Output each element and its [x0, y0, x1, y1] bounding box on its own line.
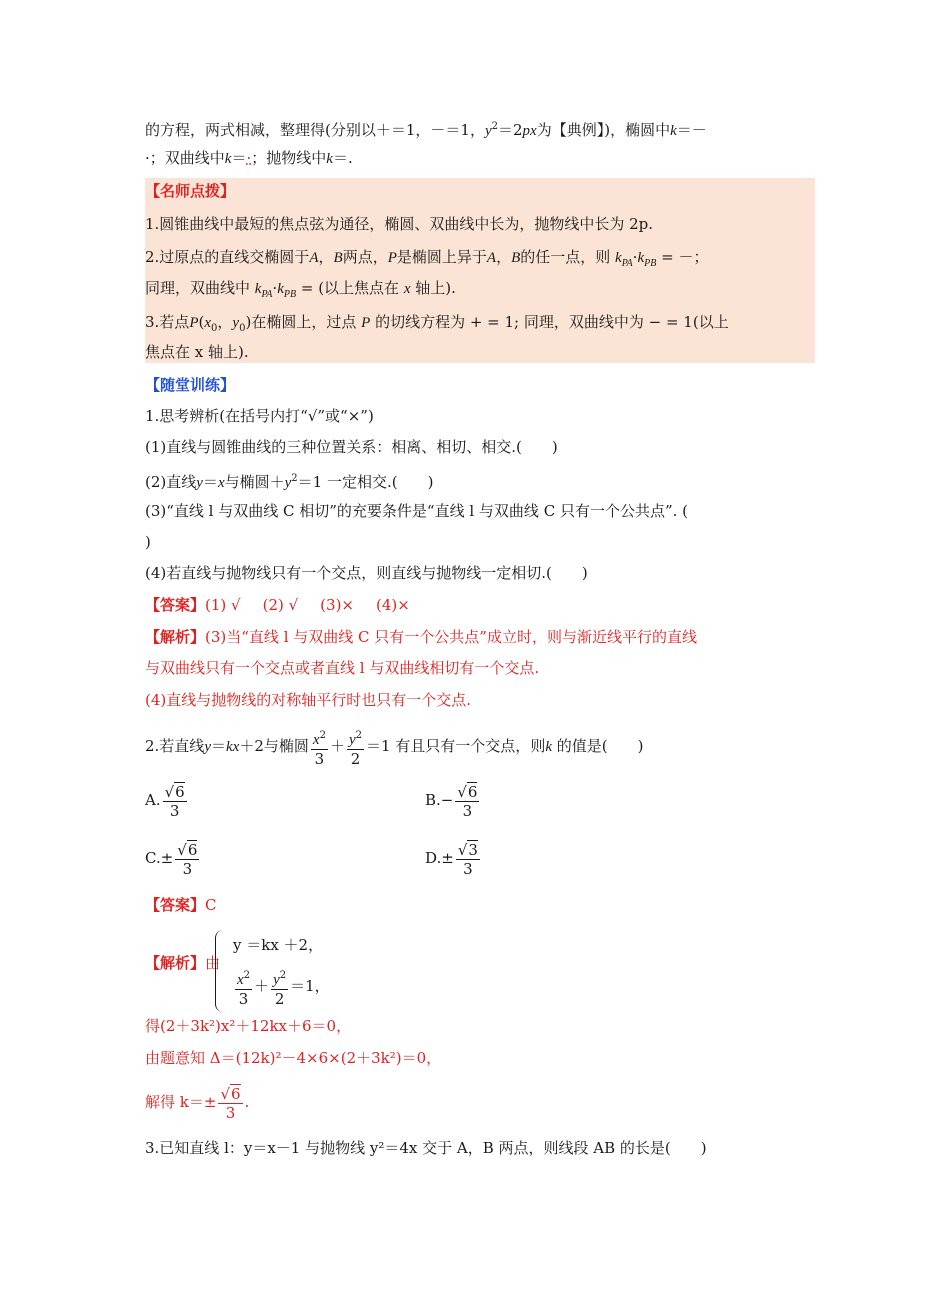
- system-eq-1: y ＝kx ＋2，: [233, 936, 324, 954]
- fraction-sqrt6-3: $\frac{√6}{3}$: [457, 783, 478, 820]
- tip-text: = (以上焦点在: [300, 279, 400, 297]
- tip-2: 2.过原点的直线交椭圆于A，B两点，P是椭圆上异于A，B的任一点，则 $k_{PA}\cdot k_{PB}$ = －；: [145, 248, 709, 269]
- option-label: B.−: [425, 791, 454, 809]
- brace: [215, 930, 224, 1012]
- q-text: (2)直线: [145, 473, 197, 491]
- answer-1: [145, 594, 410, 616]
- fraction-y2-2: $\frac{y^2}{2}$: [271, 967, 288, 1008]
- question-3: 3.已知直线 l：y＝x－1 与抛物线 y²＝4x 交于 A，B 两点，则线段 AB 的长是( ): [145, 1139, 707, 1157]
- q-text: 与椭圆: [263, 737, 309, 755]
- option-label: A.: [145, 791, 161, 809]
- fraction-sqrt6-3: $\frac{√6}{3}$: [164, 783, 185, 820]
- q-text: 2.若直线: [145, 737, 205, 755]
- question-1-4: (4)若直线与抛物线只有一个交点，则直线与抛物线一定相切.( ): [145, 564, 588, 582]
- step-text: 解得 k＝±: [145, 1093, 217, 1111]
- answer-label: 【答案】: [145, 896, 206, 914]
- explanation-1: [145, 626, 697, 648]
- tip-3: 3.若点$P(x_0$，$y_0$)在椭圆上，过点 P 的切线方程为 + = 1; 同理，双曲线中为 − = 1(以上: [145, 313, 729, 334]
- option-label: D.±: [425, 849, 454, 867]
- intro-line-1: 的方程，两式相减，整理得(分别以＋＝1，－＝1，$y^2=2px$为【典例】)，椭圆中k＝－: [145, 121, 707, 139]
- intro-text: ·；双曲线中: [145, 149, 225, 167]
- question-1-2: (2)直线y＝x与椭圆$+y^2=1$ 一定相交.( ): [145, 473, 434, 491]
- explanation-1-b: 与双曲线只有一个交点或者直线 l 与双曲线相切有一个交点.: [145, 659, 540, 677]
- question-1-1: (1)直线与圆锥曲线的三种位置关系：相离、相切、相交.( ): [145, 438, 558, 456]
- q-text: ＝1 有且只有一个交点，则: [366, 737, 546, 755]
- option-a[interactable]: [145, 782, 189, 820]
- tip-text: 的切线方程为 + = 1; 同理，双曲线中为 − = 1(以上: [375, 313, 729, 331]
- intro-text: 的方程，两式相减，整理得(分别以＋＝1，－＝1，: [145, 121, 485, 139]
- answer-item: (2) √: [262, 596, 299, 614]
- tip-2-cont: 同理，双曲线中 $k_{PA}\cdot k_{PB}$ = (以上焦点在 x 轴上).: [145, 279, 456, 300]
- tip-text: 的任一点，则: [520, 248, 611, 266]
- practice-heading: 【随堂训练】: [145, 376, 236, 394]
- eq-text: ＝1，: [290, 977, 330, 995]
- intro-line-2: ·；双曲线中k＝·；抛物线中k＝.: [145, 149, 353, 167]
- intro-text: ＝2: [498, 121, 523, 139]
- answer-item: (4)×: [376, 596, 410, 614]
- option-c[interactable]: [145, 840, 201, 878]
- answer-label: 【答案】: [145, 596, 206, 614]
- intro-text: 为【典例】)，椭圆中: [536, 121, 671, 139]
- option-b[interactable]: [425, 782, 481, 820]
- answer-2: [145, 894, 217, 916]
- intro-text: ＝－: [676, 121, 707, 139]
- tip-3-cont: 焦点在 x 轴上).: [145, 343, 249, 361]
- tip-text: 两点，: [342, 248, 388, 266]
- explanation-2-label: 【解析】由: [145, 954, 221, 972]
- tip-text: 在椭圆上，过点: [251, 313, 357, 331]
- intro-text: ＝.: [332, 149, 353, 167]
- solution-step-2: 由题意知 Δ＝(12k)²－4×6×(2＋3k²)＝0，: [145, 1049, 442, 1067]
- question-2: 2.若直线y＝kx＋2与椭圆 $\frac{x^2}{3}$ ＋ $\frac{y^2}{2}$ ＝1 有且只有一个交点，则k 的值是( ): [145, 724, 644, 769]
- tip-text: = －；: [661, 248, 709, 266]
- fraction-sqrt3-3: $\frac{√3}{3}$: [457, 841, 478, 878]
- fraction-x2-3: $\frac{x^2}{3}$: [235, 967, 252, 1008]
- solution-step-1: 得(2＋3k²)x²＋12kx＋6＝0，: [145, 1017, 352, 1035]
- explanation-text: (3)当“直线 l 与双曲线 C 只有一个公共点”成立时，则与渐近线平行的直线: [205, 628, 697, 646]
- tip-text: 3.若点: [145, 313, 190, 331]
- question-1-3-end: ): [145, 533, 151, 551]
- q-text: ＝1 一定相交.( ): [297, 473, 434, 491]
- tip-text: 轴上).: [415, 279, 456, 297]
- solution-step-3: 解得 k＝± $\frac{√6}{3}$ .: [145, 1085, 250, 1122]
- tip-text: 2.过原点的直线交椭圆于: [145, 248, 310, 266]
- tip-1: 1.圆锥曲线中最短的焦点弦为通径，椭圆、双曲线中长为，抛物线中长为 2p.: [145, 215, 653, 233]
- fraction-sqrt6-3: $\frac{√6}{3}$: [220, 1085, 241, 1122]
- question-1-3: (3)“直线 l 与双曲线 C 相切”的充要条件是“直线 l 与双曲线 C 只有一个公共点”. (: [145, 502, 689, 520]
- answer-value: C: [205, 896, 217, 914]
- q-text: 的值是( ): [556, 737, 644, 755]
- tips-heading: 【名师点拨】: [145, 182, 236, 200]
- explanation-label: 【解析】: [145, 628, 206, 646]
- system-eq-2: $\frac{x^2}{3}$ ＋ $\frac{y^2}{2}$ ＝1，: [233, 964, 330, 1008]
- question-1: 1.思考辨析(在括号内打“√”或“×”): [145, 407, 374, 425]
- answer-item: (3)×: [320, 596, 354, 614]
- fraction-x2-3: $\frac{x^2}{3}$: [311, 727, 328, 768]
- fraction-sqrt6-3: $\frac{√6}{3}$: [177, 841, 198, 878]
- q-text: 与椭圆＋: [224, 473, 285, 491]
- intro-text: ；抛物线中: [251, 149, 327, 167]
- option-label: C.±: [145, 849, 174, 867]
- option-d[interactable]: [425, 840, 482, 878]
- explanation-1-c: (4)直线与抛物线的对称轴平行时也只有一个交点.: [145, 691, 472, 709]
- fraction-y2-2: $\frac{y^2}{2}$: [347, 727, 364, 768]
- tip-text: 是椭圆上异于: [396, 248, 487, 266]
- answer-item: (1) √: [205, 596, 241, 614]
- explanation-label: 【解析】: [145, 954, 206, 972]
- intro-text: ＝: [231, 149, 247, 167]
- tip-text: 同理，双曲线中: [145, 279, 251, 297]
